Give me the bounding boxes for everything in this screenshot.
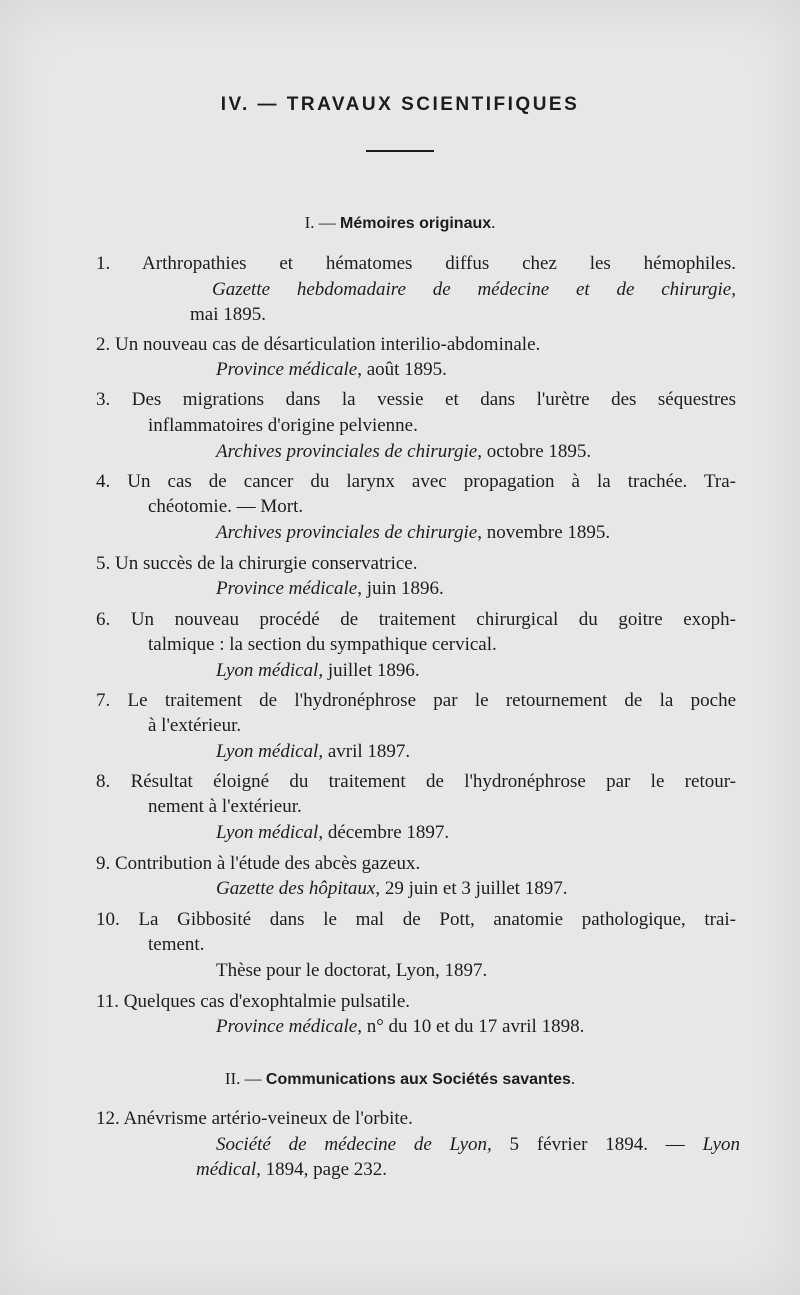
item-5-number: 5. (96, 553, 111, 574)
item-10-title-line2: tement. (148, 934, 205, 955)
item-3-title-line2: inflammatoires d'origine pelvienne. (148, 415, 418, 436)
item-5-ref (216, 577, 444, 601)
section-2-prefix: II. — (224, 1069, 266, 1088)
item-12-title (96, 1107, 413, 1131)
item-11-ref (216, 1015, 584, 1039)
item-12-journal-3: médical (196, 1159, 257, 1180)
item-8-date: , décembre 1897. (318, 822, 450, 843)
item-6-title-text-1: Un nouveau procédé de traitement chirurgical du goitre exoph- (130, 609, 736, 630)
item-12-title-text: Anévrisme artério-veineux de l'orbite. (123, 1108, 413, 1129)
item-1-journal (212, 278, 736, 302)
item-11-title-text: Quelques cas d'exophtalmie pulsatile. (123, 991, 411, 1012)
item-12-date-2: , 1894, page 232. (256, 1159, 388, 1180)
item-11-title (96, 990, 410, 1014)
item-1-journal-text: Gazette hebdomadaire de médecine et de chirurgie, (212, 279, 736, 300)
item-3-title-line1 (96, 388, 736, 412)
item-3-ref (216, 440, 591, 464)
item-4-date: , novembre 1895. (477, 522, 611, 543)
item-7-ref (216, 740, 410, 764)
item-10-title-text-1: La Gibbosité dans le mal de Pott, anatomie pathologique, trai- (138, 909, 737, 930)
item-3-journal: Archives provinciales de chirurgie (216, 441, 478, 462)
item-1-title (96, 252, 736, 276)
item-1-title-text: Arthropathies et hématomes diffus chez les hémophiles. (142, 253, 737, 274)
item-9-title (96, 852, 420, 876)
item-11-journal: Province médicale (216, 1016, 358, 1037)
section-1-prefix: I. — (304, 213, 340, 232)
item-10-title-line1 (96, 908, 736, 932)
item-12-date: 5 février 1894. — (509, 1134, 685, 1155)
item-6-title-line1 (96, 608, 736, 632)
item-11-date: , n° du 10 et du 17 avril 1898. (357, 1016, 585, 1037)
item-7-journal: Lyon médical (216, 741, 319, 762)
item-2-number: 2. (96, 334, 111, 355)
section-heading-1 (0, 213, 800, 233)
item-2-journal: Province médicale (216, 359, 358, 380)
section-2-title: Communications aux Sociétés savantes (265, 1071, 571, 1088)
item-9-journal: Gazette des hôpitaux (216, 878, 376, 899)
item-2-title-text: Un nouveau cas de désarticulation interilio-abdominale. (115, 334, 541, 355)
item-7-title-line1 (96, 689, 736, 713)
item-12-journal: Société de médecine de Lyon, (216, 1134, 492, 1155)
item-7-number: 7. (96, 690, 111, 711)
item-5-date: , juin 1896. (357, 578, 444, 599)
heading-rule (366, 150, 434, 152)
item-4-ref (216, 521, 610, 545)
item-12-ref-line2 (196, 1158, 387, 1182)
section-heading-2 (0, 1069, 800, 1089)
item-6-date: , juillet 1896. (318, 660, 420, 681)
item-4-journal: Archives provinciales de chirurgie (216, 522, 478, 543)
item-6-title-line2: talmique : la section du sympathique cervical. (148, 634, 497, 655)
item-6-ref (216, 659, 420, 683)
item-9-number: 9. (96, 853, 111, 874)
item-6-number: 6. (96, 609, 111, 630)
item-1-date: mai 1895. (190, 304, 266, 325)
section-1-title: Mémoires originaux (340, 215, 492, 232)
item-5-journal: Province médicale (216, 578, 358, 599)
item-2-title (96, 333, 540, 357)
item-8-number: 8. (96, 771, 111, 792)
item-8-journal: Lyon médical (216, 822, 319, 843)
item-5-title-text: Un succès de la chirurgie conservatrice. (115, 553, 418, 574)
item-8-title-line2: nement à l'extérieur. (148, 796, 302, 817)
item-4-number: 4. (96, 471, 111, 492)
item-8-title-line1 (96, 770, 736, 794)
item-9-date: , 29 juin et 3 juillet 1897. (375, 878, 568, 899)
item-12-ref-line1 (216, 1133, 740, 1157)
item-3-title-text-1: Des migrations dans la vessie et dans l'urètre des séquestres (131, 389, 736, 410)
item-1-number: 1. (96, 253, 111, 274)
item-2-ref (216, 358, 447, 382)
item-12-journal-2: Lyon (702, 1134, 740, 1155)
item-11-number: 11. (96, 991, 120, 1012)
section-2-suffix: . (570, 1069, 576, 1088)
item-10-ref: Thèse pour le doctorat, Lyon, 1897. (216, 960, 488, 981)
item-3-number: 3. (96, 389, 111, 410)
item-8-ref (216, 821, 449, 845)
item-5-title (96, 552, 417, 576)
item-7-date: , avril 1897. (318, 741, 411, 762)
item-8-title-text-1: Résultat éloigné du traitement de l'hydronéphrose par le retour- (130, 771, 737, 792)
item-9-ref (216, 877, 567, 901)
item-10-number: 10. (96, 909, 120, 930)
item-9-title-text: Contribution à l'étude des abcès gazeux. (115, 853, 421, 874)
item-4-title-line2: chéotomie. — Mort. (148, 496, 304, 517)
item-2-date: , août 1895. (357, 359, 447, 380)
item-3-date: , octobre 1895. (477, 441, 592, 462)
item-4-title-text-1: Un cas de cancer du larynx avec propagation à la trachée. Tra- (127, 471, 737, 492)
item-7-title-text-1: Le traitement de l'hydronéphrose par le retournement de la poche (127, 690, 737, 711)
section-1-suffix: . (491, 213, 496, 232)
item-6-journal: Lyon médical (216, 660, 319, 681)
item-7-title-line2: à l'extérieur. (148, 715, 242, 736)
item-12-number: 12. (96, 1108, 120, 1129)
chapter-heading: IV. — TRAVAUX SCIENTIFIQUES (220, 94, 580, 115)
item-4-title-line1 (96, 470, 736, 494)
